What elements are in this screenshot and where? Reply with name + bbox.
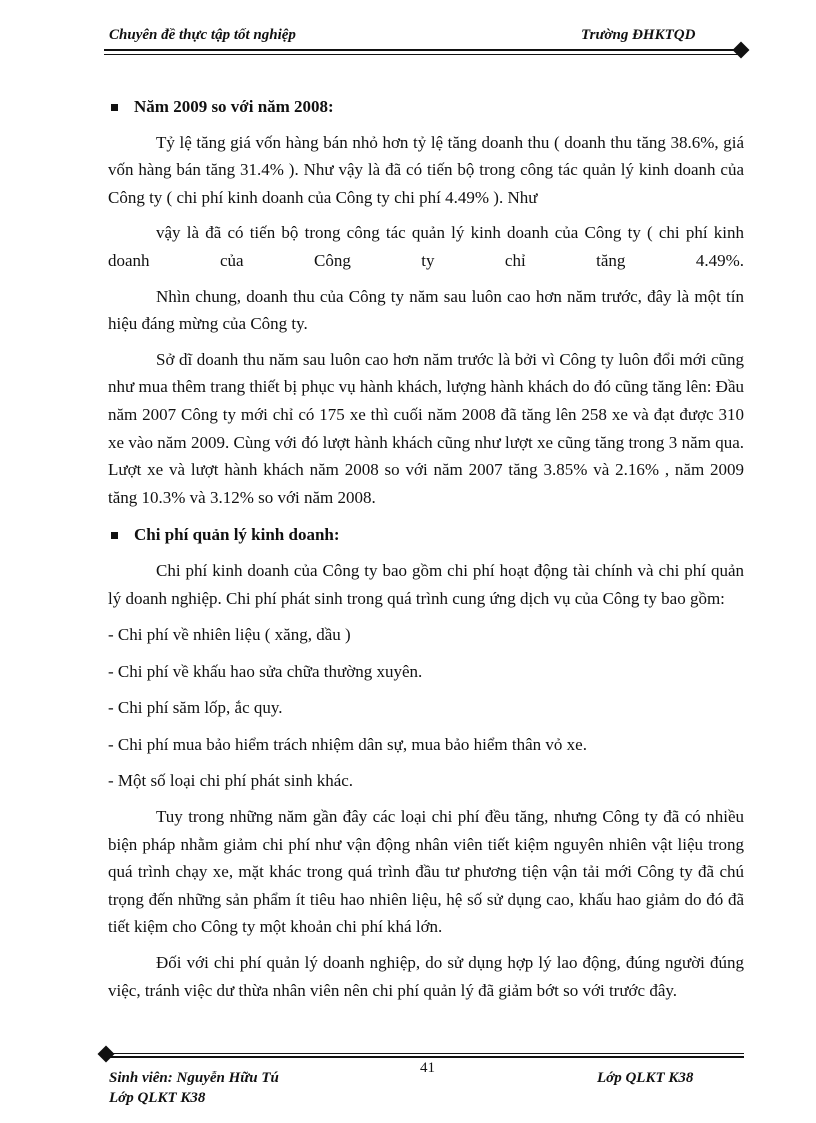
paragraph: Tỷ lệ tăng giá vốn hàng bán nhỏ hơn tỷ lệ tăng doanh thu ( doanh thu tăng 38.6%, giá vốn hàng bán tăng 31.4% ). Như vậy là đã có tiến bộ trong công tác quản lý kinh doanh của Công ty ( chi phí kinh doanh của Công ty chi phí 4.49% ). Như xyxy=(108,132,744,207)
footer-rule xyxy=(104,1056,744,1058)
paragraph: Đối với chi phí quản lý doanh nghiệp, do sử dụng hợp lý lao động, đúng người đúng việc, tránh việc dư thừa nhân viên nên chi phí quản lý đã giảm bớt so với trước đây. xyxy=(108,953,744,1000)
header-diamond-ornament xyxy=(733,42,750,59)
paragraph: Tuy trong những năm gần đây các loại chi phí đều tăng, nhưng Công ty đã có nhiều biện pháp nhằm giảm chi phí như vận động nhân viên tiết kiệm nguyên nhiên vật liệu trong quá trình chạy xe, mặt khác trong quá trình đầu tư phương tiện vận tải mới Công ty đã chú trọng đến những sản phẩm ít tiêu hao nhiên liệu, hệ số sử dụng cao, khấu hao giảm do đó đã tiết kiệm cho Công ty một khoản chi phí khá lớn. xyxy=(108,807,744,937)
list-item: - Chi phí mua bảo hiểm trách nhiệm dân sự, mua bảo hiểm thân vỏ xe. xyxy=(108,734,587,754)
section-heading-2009 xyxy=(108,93,744,121)
list-item: - Một số loại chi phí phát sinh khác. xyxy=(108,771,354,791)
list-item: - Chi phí săm lốp, ắc quy. xyxy=(108,698,283,718)
paragraph: Nhìn chung, doanh thu của Công ty năm sau luôn cao hơn năm trước, đây là một tín hiệu đáng mừng của Công ty. xyxy=(108,286,744,334)
page-number: 41 xyxy=(420,1060,435,1076)
square-bullet-icon xyxy=(111,532,118,539)
section-heading-text: Chi phí quản lý kinh doanh: xyxy=(134,525,340,545)
list-item: - Chi phí về nhiên liệu ( xăng, dầu ) xyxy=(108,625,351,645)
footer-class-left: Lớp QLKT K38 xyxy=(109,1090,206,1106)
section-heading-costs xyxy=(108,521,744,549)
paragraph: vậy là đã có tiến bộ trong công tác quản lý kinh doanh của Công ty ( chi phí kinh doanh của Công ty chỉ tăng 4.49%. xyxy=(108,223,744,270)
paragraph: Chi phí kinh doanh của Công ty bao gồm chi phí hoạt động tài chính và chi phí quản lý doanh nghiệp. Chi phí phát sinh trong quá trình cung ứng dịch vụ của Công ty bao gồm: xyxy=(108,560,744,608)
page-body xyxy=(108,93,744,1004)
header-title-left: Chuyên đề thực tập tốt nghiệp xyxy=(109,27,296,43)
header-rule-thin xyxy=(104,54,740,55)
header-rule xyxy=(104,49,740,51)
section-heading-text: Năm 2009 so với năm 2008: xyxy=(134,97,334,116)
header-title-right: Trường ĐHKTQD xyxy=(581,27,696,43)
paragraph: Sở dĩ doanh thu năm sau luôn cao hơn năm trước là bởi vì Công ty luôn đổi mới cũng như mua thêm trang thiết bị phục vụ hành khách, lượng hành khách do đó cũng tăng lên: Đầu năm 2007 Công ty mới chỉ có 175 xe thì cuối năm 2008 đã tăng lên 258 xe và đạt được 310 xe vào năm 2009. Cùng với đó lượt hành khách cũng như lượt xe cũng tăng trong 3 năm qua. Lượt xe và lượt hành khách năm 2008 so với năm 2007 tăng 3.85% và 2.16% , năm 2009 tăng 10.3% và 3.12% so với năm 2008. xyxy=(108,349,744,507)
list-item: - Chi phí về khấu hao sửa chữa thường xuyên. xyxy=(108,661,423,681)
footer-rule-thin xyxy=(104,1053,744,1054)
footer-diamond-ornament xyxy=(98,1046,115,1063)
square-bullet-icon xyxy=(111,104,118,111)
footer-student-name: Sinh viên: Nguyễn Hữu Tú xyxy=(109,1070,279,1086)
footer-class-right: Lớp QLKT K38 xyxy=(597,1070,694,1086)
